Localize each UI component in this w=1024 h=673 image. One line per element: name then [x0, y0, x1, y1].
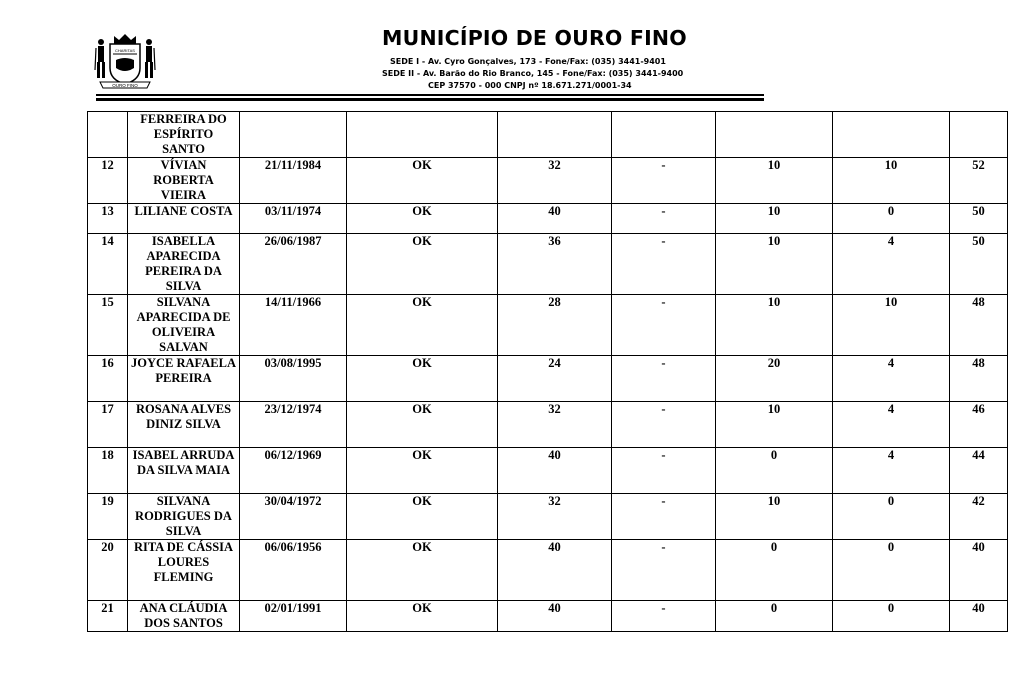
page-title: MUNICÍPIO DE OURO FINO — [382, 26, 687, 50]
row-number: 16 — [88, 356, 128, 402]
score-4: 10 — [833, 295, 950, 356]
score-3: 0 — [716, 448, 833, 494]
table-row — [88, 295, 1008, 356]
svg-text:OURO FINO: OURO FINO — [112, 83, 138, 88]
score-4: 0 — [833, 494, 950, 540]
candidate-name: ANA CLÁUDIA DOS SANTOS — [128, 601, 240, 632]
candidate-name: VÍVIAN ROBERTA VIEIRA — [128, 158, 240, 204]
row-number — [88, 112, 128, 158]
status: OK — [347, 494, 498, 540]
score-3: 10 — [716, 295, 833, 356]
score-1: 32 — [498, 494, 612, 540]
row-number: 15 — [88, 295, 128, 356]
candidate-name: ISABEL ARRUDA DA SILVA MAIA — [128, 448, 240, 494]
birth-date: 14/11/1966 — [240, 295, 347, 356]
score-3: 0 — [716, 540, 833, 601]
total-score: 42 — [950, 494, 1008, 540]
status: OK — [347, 234, 498, 295]
municipal-coat-of-arms-icon — [92, 30, 158, 92]
score-1: 40 — [498, 540, 612, 601]
score-1: 24 — [498, 356, 612, 402]
candidate-name: SILVANA RODRIGUES DA SILVA — [128, 494, 240, 540]
table-row — [88, 402, 1008, 448]
birth-date: 06/06/1956 — [240, 540, 347, 601]
score-3: 10 — [716, 494, 833, 540]
score-1: 32 — [498, 402, 612, 448]
birth-date: 21/11/1984 — [240, 158, 347, 204]
table-row — [88, 204, 1008, 234]
birth-date: 03/11/1974 — [240, 204, 347, 234]
score-2: - — [612, 540, 716, 601]
candidate-name: ISABELLA APARECIDA PEREIRA DA SILVA — [128, 234, 240, 295]
score-2: - — [612, 494, 716, 540]
row-number: 19 — [88, 494, 128, 540]
score-3: 10 — [716, 158, 833, 204]
birth-date: 06/12/1969 — [240, 448, 347, 494]
score-1: 40 — [498, 448, 612, 494]
score-4 — [833, 112, 950, 158]
table-row — [88, 234, 1008, 295]
score-3: 20 — [716, 356, 833, 402]
total-score: 46 — [950, 402, 1008, 448]
score-3: 10 — [716, 402, 833, 448]
total-score: 48 — [950, 356, 1008, 402]
candidate-name: JOYCE RAFAELA PEREIRA — [128, 356, 240, 402]
table-row — [88, 448, 1008, 494]
score-1: 28 — [498, 295, 612, 356]
table-row — [88, 112, 1008, 158]
score-2: - — [612, 204, 716, 234]
row-number: 18 — [88, 448, 128, 494]
candidate-name: RITA DE CÁSSIA LOURES FLEMING — [128, 540, 240, 601]
score-3 — [716, 112, 833, 158]
letterhead — [0, 0, 1024, 108]
status: OK — [347, 158, 498, 204]
score-1: 32 — [498, 158, 612, 204]
total-score: 50 — [950, 204, 1008, 234]
total-score: 40 — [950, 540, 1008, 601]
row-number: 21 — [88, 601, 128, 632]
results-table — [87, 111, 1008, 632]
score-1: 40 — [498, 601, 612, 632]
birth-date: 03/08/1995 — [240, 356, 347, 402]
row-number: 12 — [88, 158, 128, 204]
score-2: - — [612, 601, 716, 632]
table-row — [88, 601, 1008, 632]
row-number: 20 — [88, 540, 128, 601]
status: OK — [347, 448, 498, 494]
address-line-1: SEDE I - Av. Cyro Gonçalves, 173 - Fone/Fax: (035) 3441-9401 — [390, 57, 666, 66]
score-2 — [612, 112, 716, 158]
row-number: 13 — [88, 204, 128, 234]
cnpj-line: CEP 37570 - 000 CNPJ nº 18.671.271/0001-34 — [428, 81, 632, 90]
total-score — [950, 112, 1008, 158]
birth-date: 30/04/1972 — [240, 494, 347, 540]
score-1 — [498, 112, 612, 158]
score-2: - — [612, 158, 716, 204]
candidate-name: FERREIRA DO ESPÍRITO SANTO — [128, 112, 240, 158]
score-1: 36 — [498, 234, 612, 295]
total-score: 48 — [950, 295, 1008, 356]
score-3: 10 — [716, 204, 833, 234]
status: OK — [347, 540, 498, 601]
score-3: 0 — [716, 601, 833, 632]
score-4: 0 — [833, 204, 950, 234]
status: OK — [347, 356, 498, 402]
score-2: - — [612, 356, 716, 402]
score-2: - — [612, 234, 716, 295]
header-rule — [96, 94, 764, 96]
table-row — [88, 356, 1008, 402]
header-rule-thick — [96, 98, 764, 101]
total-score: 44 — [950, 448, 1008, 494]
score-2: - — [612, 295, 716, 356]
score-4: 4 — [833, 448, 950, 494]
status — [347, 112, 498, 158]
birth-date: 23/12/1974 — [240, 402, 347, 448]
score-4: 4 — [833, 402, 950, 448]
table-row — [88, 494, 1008, 540]
status: OK — [347, 402, 498, 448]
score-2: - — [612, 448, 716, 494]
score-4: 4 — [833, 356, 950, 402]
svg-text:CHARITAS: CHARITAS — [115, 48, 135, 53]
total-score: 52 — [950, 158, 1008, 204]
row-number: 14 — [88, 234, 128, 295]
status: OK — [347, 295, 498, 356]
score-4: 0 — [833, 540, 950, 601]
candidate-name: LILIANE COSTA — [128, 204, 240, 234]
score-4: 0 — [833, 601, 950, 632]
birth-date — [240, 112, 347, 158]
row-number: 17 — [88, 402, 128, 448]
total-score: 40 — [950, 601, 1008, 632]
score-4: 10 — [833, 158, 950, 204]
score-3: 10 — [716, 234, 833, 295]
candidate-name: SILVANA APARECIDA DE OLIVEIRA SALVAN — [128, 295, 240, 356]
status: OK — [347, 601, 498, 632]
score-4: 4 — [833, 234, 950, 295]
status: OK — [347, 204, 498, 234]
birth-date: 02/01/1991 — [240, 601, 347, 632]
birth-date: 26/06/1987 — [240, 234, 347, 295]
candidate-name: ROSANA ALVES DINIZ SILVA — [128, 402, 240, 448]
score-1: 40 — [498, 204, 612, 234]
table-row — [88, 540, 1008, 601]
score-2: - — [612, 402, 716, 448]
table-row — [88, 158, 1008, 204]
total-score: 50 — [950, 234, 1008, 295]
address-line-2: SEDE II - Av. Barão do Rio Branco, 145 - Fone/Fax: (035) 3441-9400 — [382, 69, 684, 78]
